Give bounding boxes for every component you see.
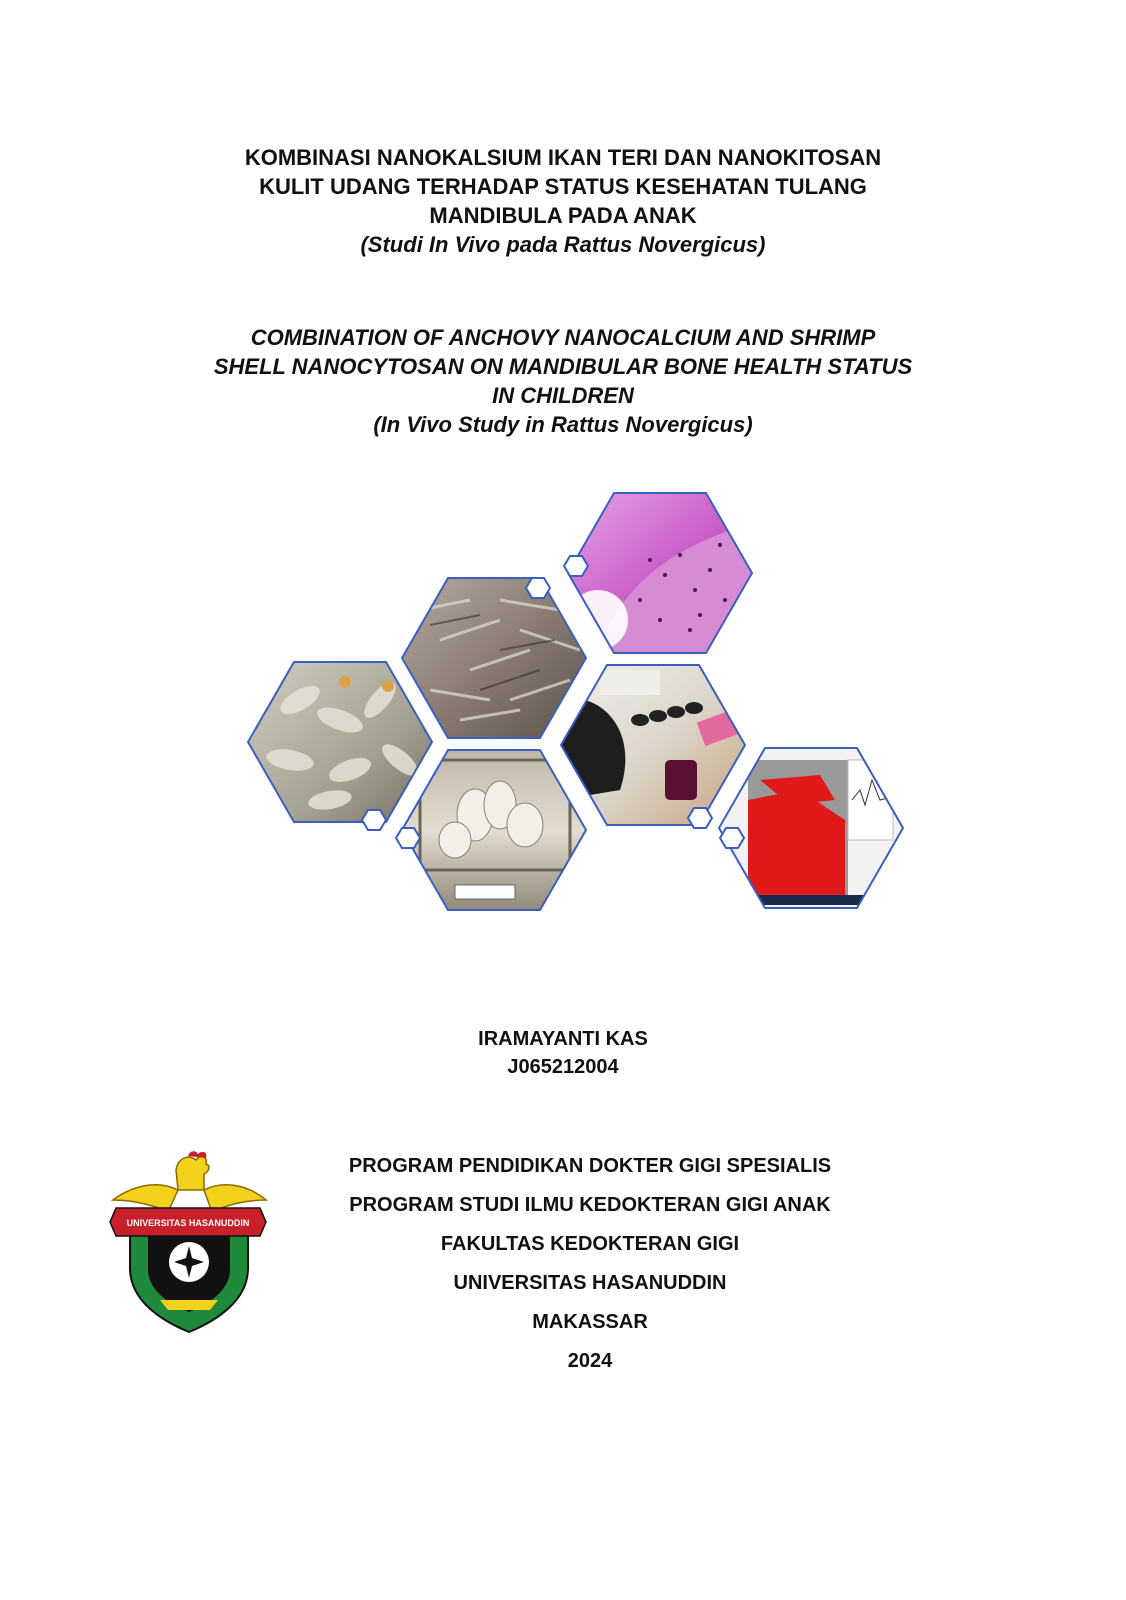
- histology-slide-image: [560, 490, 760, 660]
- image-analysis-software-image: [716, 745, 906, 915]
- title-id-subtitle: (Studi In Vivo pada Rattus Novergicus): [360, 232, 766, 257]
- title-id-line-3: MANDIBULA PADA ANAK: [429, 203, 697, 228]
- institution-year: 2024: [567, 1350, 613, 1372]
- title-en-subtitle: (In Vivo Study in Rattus Novergicus): [373, 412, 753, 437]
- title-id-line-2: KULIT UDANG TERHADAP STATUS KESEHATAN TULANG: [259, 174, 867, 199]
- university-logo: [108, 1150, 268, 1340]
- shrimp-image: [245, 660, 435, 830]
- title-en-line-3: IN CHILDREN: [492, 383, 634, 408]
- anchovy-fish-image: [400, 575, 590, 745]
- author-name: IRAMAYANTI KAS: [478, 1028, 648, 1050]
- institution-city: MAKASSAR: [532, 1311, 648, 1333]
- title-en-line-2: SHELL NANOCYTOSAN ON MANDIBULAR BONE HEALTH STATUS: [213, 354, 913, 379]
- lab-work-image: [558, 662, 752, 832]
- author-block: [0, 1025, 1126, 1081]
- institution-line-2: PROGRAM STUDI ILMU KEDOKTERAN GIGI ANAK: [349, 1194, 831, 1216]
- institution-line-3: FAKULTAS KEDOKTERAN GIGI: [440, 1233, 740, 1255]
- author-id: J065212004: [507, 1056, 619, 1078]
- institution-line-4: UNIVERSITAS HASANUDDIN: [453, 1272, 727, 1294]
- institution-line-1: PROGRAM PENDIDIKAN DOKTER GIGI SPESIALIS: [348, 1155, 832, 1177]
- logo-banner-text: UNIVERSITAS HASANUDDIN: [126, 1218, 250, 1228]
- title-id-line-1: KOMBINASI NANOKALSIUM IKAN TERI DAN NANOKITOSAN: [244, 145, 882, 170]
- institution-block: [250, 1147, 930, 1381]
- title-en-line-1: COMBINATION OF ANCHOVY NANOCALCIUM AND SHRIMP: [250, 325, 876, 350]
- rats-in-cage-image: [400, 748, 590, 913]
